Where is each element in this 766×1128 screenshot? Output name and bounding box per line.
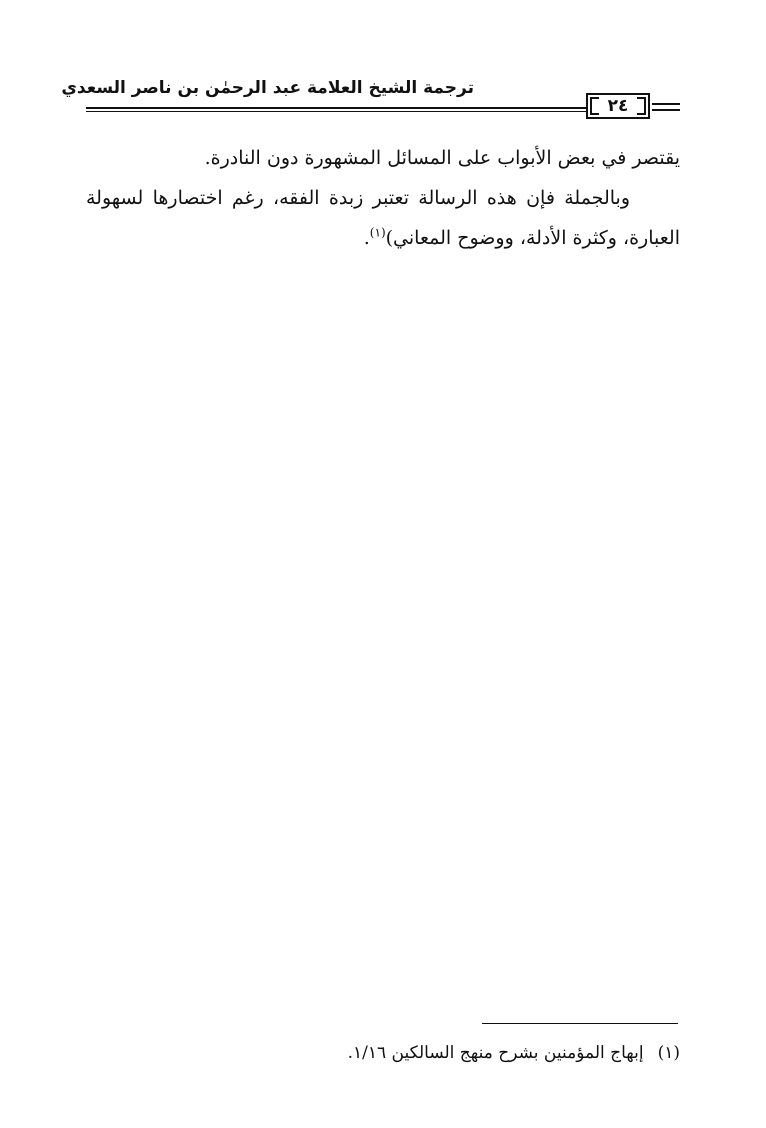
paragraph xyxy=(86,178,680,258)
ornament-corner-icon xyxy=(637,106,646,115)
paragraph-text: وبالجملة فإن هذه الرسالة تعتبر زبدة الفقه، رغم اختصارها لسهولة العبارة، وكثرة الأدلة، ووضوح المعاني) xyxy=(86,187,680,249)
header-tail-rule xyxy=(652,103,680,105)
header-rule-thick xyxy=(86,107,586,109)
footnote-separator xyxy=(482,1023,678,1024)
footnote-text: إبهاج المؤمنين بشرح منهج السالكين ١/١٦. xyxy=(347,1043,644,1063)
page-number: ٢٤ xyxy=(607,96,629,116)
body-text xyxy=(86,138,680,258)
header-tail-rule xyxy=(652,109,680,111)
page-number-box xyxy=(586,93,650,119)
page-header xyxy=(61,76,680,122)
footnote-reference[interactable]: (١) xyxy=(369,225,386,240)
footnote xyxy=(86,1038,680,1068)
running-title: ترجمة الشيخ العلامة عبد الرحمٰن بن ناصر السعدي xyxy=(61,78,474,98)
paragraph-continuation xyxy=(86,138,680,178)
paragraph-end: . xyxy=(363,227,370,249)
body-line: يقتصر في بعض الأبواب على المسائل المشهورة دون النادرة. xyxy=(204,147,680,169)
ornament-corner-icon xyxy=(590,97,599,106)
ornament-corner-icon xyxy=(637,97,646,106)
footnote-number: (١) xyxy=(657,1043,680,1063)
header-rule-thin xyxy=(86,111,586,112)
ornament-corner-icon xyxy=(590,106,599,115)
